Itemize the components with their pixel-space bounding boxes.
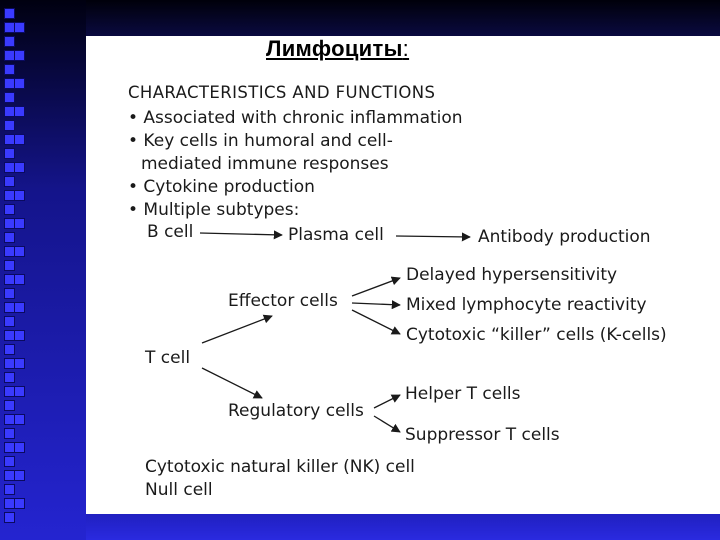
footer-line: Null cell	[145, 480, 213, 500]
effector-item: Cytotoxic “killer” cells (K-cells)	[406, 325, 667, 345]
arrow-t-to-effector	[202, 316, 272, 343]
bullet-item: • Multiple subtypes:	[128, 200, 300, 220]
arrow-b-to-plasma	[200, 233, 282, 235]
plasma-cell-label: Plasma cell	[288, 225, 384, 245]
regulatory-cells-label: Regulatory cells	[228, 401, 364, 421]
bullet-item: • Cytokine production	[128, 177, 315, 197]
t-cell-label: T cell	[145, 348, 191, 368]
antibody-production-label: Antibody production	[478, 227, 651, 247]
arrow-regulatory-to-suppressor	[374, 416, 400, 432]
arrow-plasma-to-antibody	[396, 236, 470, 237]
effector-cells-label: Effector cells	[228, 291, 338, 311]
bullet-item: • Key cells in humoral and cell-	[128, 131, 393, 151]
b-cell-label: B cell	[147, 222, 194, 242]
slide-title-colon: :	[402, 36, 410, 61]
effector-item: Delayed hypersensitivity	[406, 265, 618, 285]
slide-title-text: Лимфоциты	[266, 36, 403, 61]
footer-line: Cytotoxic natural killer (NK) cell	[145, 457, 415, 477]
arrow-effector-to-cytotoxic	[352, 310, 400, 334]
bullet-item: • Associated with chronic inflammation	[128, 108, 463, 128]
arrow-regulatory-to-helper	[374, 395, 400, 408]
effector-item: Mixed lymphocyte reactivity	[406, 295, 647, 315]
content-heading: CHARACTERISTICS AND FUNCTIONS	[128, 83, 436, 102]
regulatory-item: Suppressor T cells	[405, 425, 560, 445]
regulatory-item: Helper T cells	[405, 384, 521, 404]
arrow-t-to-regulatory	[202, 368, 262, 398]
arrow-effector-to-mixed	[352, 303, 400, 305]
bullet-continuation: mediated immune responses	[141, 154, 389, 174]
arrow-effector-to-delayed	[352, 278, 400, 296]
